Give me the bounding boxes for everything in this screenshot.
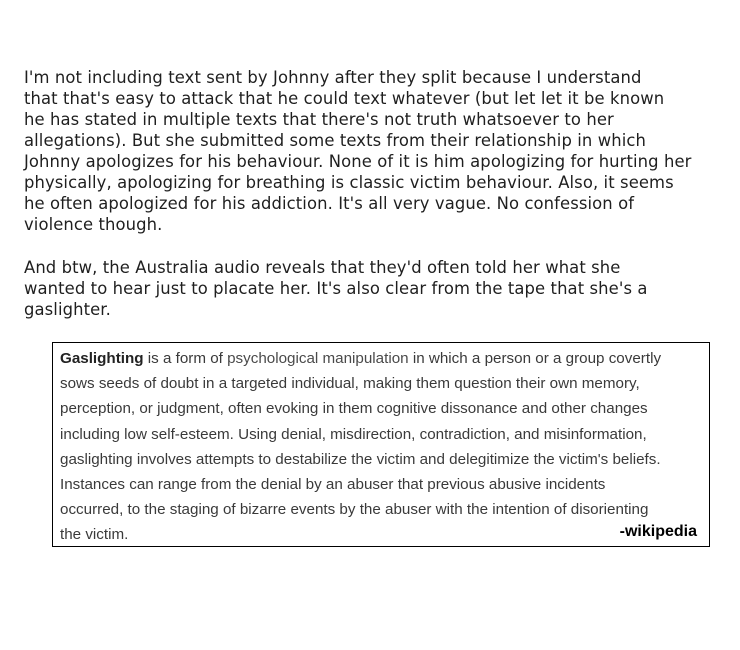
paragraph-line: allegations). But she submitted some texts from their relationship in which [24, 131, 646, 150]
quote-source: -wikipedia [619, 523, 697, 540]
quote-line: sows seeds of doubt in a targeted individual, making them question their own memory, [60, 375, 640, 393]
paragraph-line: he often apologized for his addiction. It's all very vague. No confession of [24, 194, 635, 213]
paragraph-line: that that's easy to attack that he could text whatever (but let let it be known [24, 89, 665, 108]
paragraph-line: violence though. [24, 215, 163, 234]
quote-line: gaslighting involves attempts to destabilize the victim and delegitimize the victim's beliefs. [60, 450, 661, 468]
wiki-link-psychological-manipulation[interactable]: psychological manipulation [227, 350, 409, 367]
quote-line: including low self-esteem. Using denial, misdirection, contradiction, and misinformation, [60, 425, 647, 443]
quote-line: perception, or judgment, often evoking in them cognitive dissonance and other changes [60, 400, 648, 418]
quote-line: the victim. [60, 526, 129, 544]
paragraph-1 [24, 67, 724, 235]
quote-line: occurred, to the staging of bizarre events by the abuser with the intention of disorienting [60, 501, 649, 519]
quote-fragment: in which a person or a group covertly [408, 350, 662, 367]
paragraph-line: I'm not including text sent by Johnny after they split because I understand [24, 68, 642, 87]
paragraph-line: wanted to hear just to placate her. It's also clear from the tape that she's a [24, 279, 648, 298]
quote-line [60, 346, 710, 371]
quote-fragment: is a form of [143, 350, 228, 367]
paragraph-line: physically, apologizing for breathing is classic victim behaviour. Also, it seems [24, 173, 674, 192]
paragraph-line: gaslighter. [24, 300, 111, 319]
paragraph-line: And btw, the Australia audio reveals that they'd often told her what she [24, 258, 621, 277]
paragraph-2 [24, 257, 724, 320]
quote-term: Gaslighting [60, 350, 144, 367]
quote-text [60, 346, 710, 548]
paragraph-line: he has stated in multiple texts that there's not truth whatsoever to her [24, 110, 614, 129]
quote-line: Instances can range from the denial by an abuser that previous abusive incidents [60, 476, 606, 494]
wikipedia-quote-box [52, 342, 710, 547]
paragraph-line: Johnny apologizes for his behaviour. None of it is him apologizing for hurting her [24, 152, 692, 171]
